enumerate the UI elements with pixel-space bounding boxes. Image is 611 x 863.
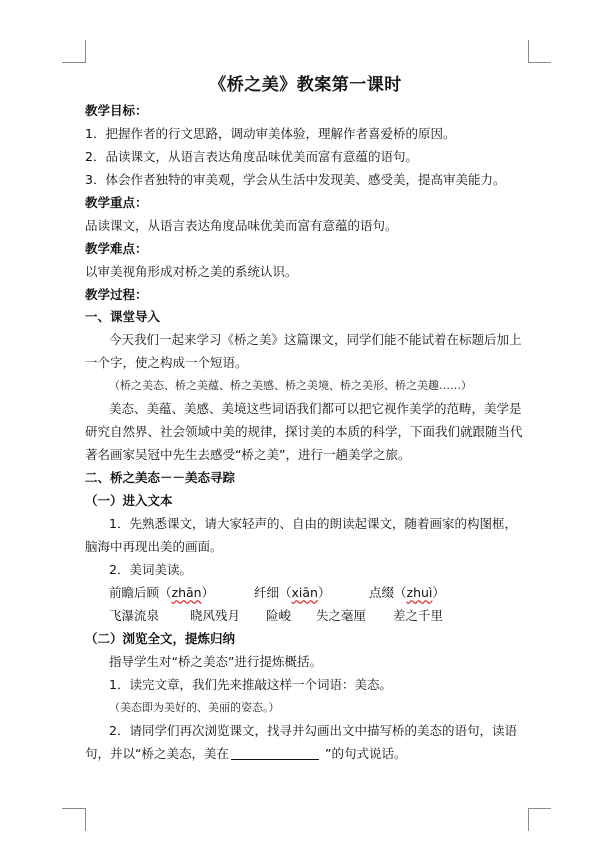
crop-mark-bottom-right	[528, 808, 551, 809]
crop-mark-top-right	[528, 62, 551, 63]
crop-mark-top-left-v	[85, 40, 86, 63]
sub2-intro: 指导学生对“桥之美态”进行提炼概括。	[109, 654, 322, 669]
crop-mark-top-right-v	[528, 40, 529, 63]
section1-para2-line1: 美态、美蕴、美感、美境这些词语我们都可以把它视作美学的范畴，美学是	[109, 401, 522, 416]
section1-note: （桥之美态、桥之美蕴、桥之美感、桥之美境、桥之美形、桥之美趣……）	[109, 379, 472, 392]
goal-item-1: 1．把握作者的行文思路，调动审美体验，理解作者喜爱桥的原因。	[85, 126, 456, 141]
section1-para1-line1: 今天我们一起来学习《桥之美》这篇课文，同学们能不能试着在标题后加上	[109, 332, 522, 347]
crop-mark-bottom-left	[62, 808, 85, 809]
sub2-note: （美态即为美好的、美丽的姿态。）	[109, 701, 280, 714]
vocab-row2-item-3: 险峻	[266, 608, 292, 623]
vocab-item-1: 前瞻后顾（zhān）	[109, 585, 215, 600]
process-heading: 教学过程：	[85, 287, 148, 302]
sub1-item1-line2: 脑海中再现出美的画面。	[85, 539, 223, 554]
vocab-row2-item-5: 差之千里	[393, 608, 444, 623]
difficulty-text: 以审美视角形成对桥之美的系统认识。	[85, 264, 298, 279]
section2-heading: 二、桥之美态－－美态寻踪	[85, 470, 236, 485]
key-points-heading: 教学重点：	[85, 195, 148, 210]
sub2-item2-line2: 句，并以“桥之美态，美在 ”的句式说话。	[85, 746, 407, 761]
vocab-item-3: 点缀（zhuì）	[369, 585, 445, 600]
section1-heading: 一、课堂导入	[85, 309, 161, 324]
sub2-heading: （二）浏览全文，提炼归纳	[85, 631, 236, 646]
document-title: 《桥之美》教案第一课时	[209, 75, 402, 95]
goal-item-2: 2．品读课文，从语言表达角度品味优美而富有意蕴的语句。	[85, 149, 418, 164]
vocab-item-2: 纤细（xiān）	[254, 585, 331, 600]
crop-mark-bottom-right-v	[528, 808, 529, 831]
section1-para2-line3: 著名画家吴冠中先生去感受“桥之美”，进行一趟美学之旅。	[85, 447, 411, 462]
goals-heading: 教学目标：	[85, 103, 148, 118]
crop-mark-bottom-left-v	[85, 808, 86, 831]
section1-para2-line2: 研究自然界、社会领域中美的规律，探讨美的本质的科学，下面我们就跟随当代	[85, 424, 523, 439]
sub1-item1-line1: 1．先熟悉课文，请大家轻声的、自由的朗读起课文，随着画家的构图框，	[109, 516, 517, 531]
vocab-row2-item-4: 失之毫厘	[316, 608, 367, 623]
difficulty-heading: 教学难点：	[85, 241, 148, 256]
vocab-row2-item-2: 晓风残月	[190, 608, 241, 623]
section1-para1-line2: 一个字，使之构成一个短语。	[85, 355, 248, 370]
goal-item-3: 3．体会作者独特的审美观，学会从生活中发现美、感受美，提高审美能力。	[85, 172, 506, 187]
sub1-item2: 2．美词美读。	[109, 562, 192, 577]
key-points-text: 品读课文，从语言表达角度品味优美而富有意蕴的语句。	[85, 218, 398, 233]
sub1-heading: （一）进入文本	[85, 493, 173, 508]
crop-mark-top-left	[62, 62, 85, 63]
sub2-item2-line1: 2．请同学们再次浏览课文，找寻并勾画出文中描写桥的美态的语句，读语	[109, 723, 517, 738]
fill-in-blank	[231, 747, 319, 760]
vocab-row2-item-1: 飞瀑流泉	[109, 608, 160, 623]
sub2-item1: 1．读完文章，我们先来推敲这样一个词语：美态。	[109, 677, 392, 692]
